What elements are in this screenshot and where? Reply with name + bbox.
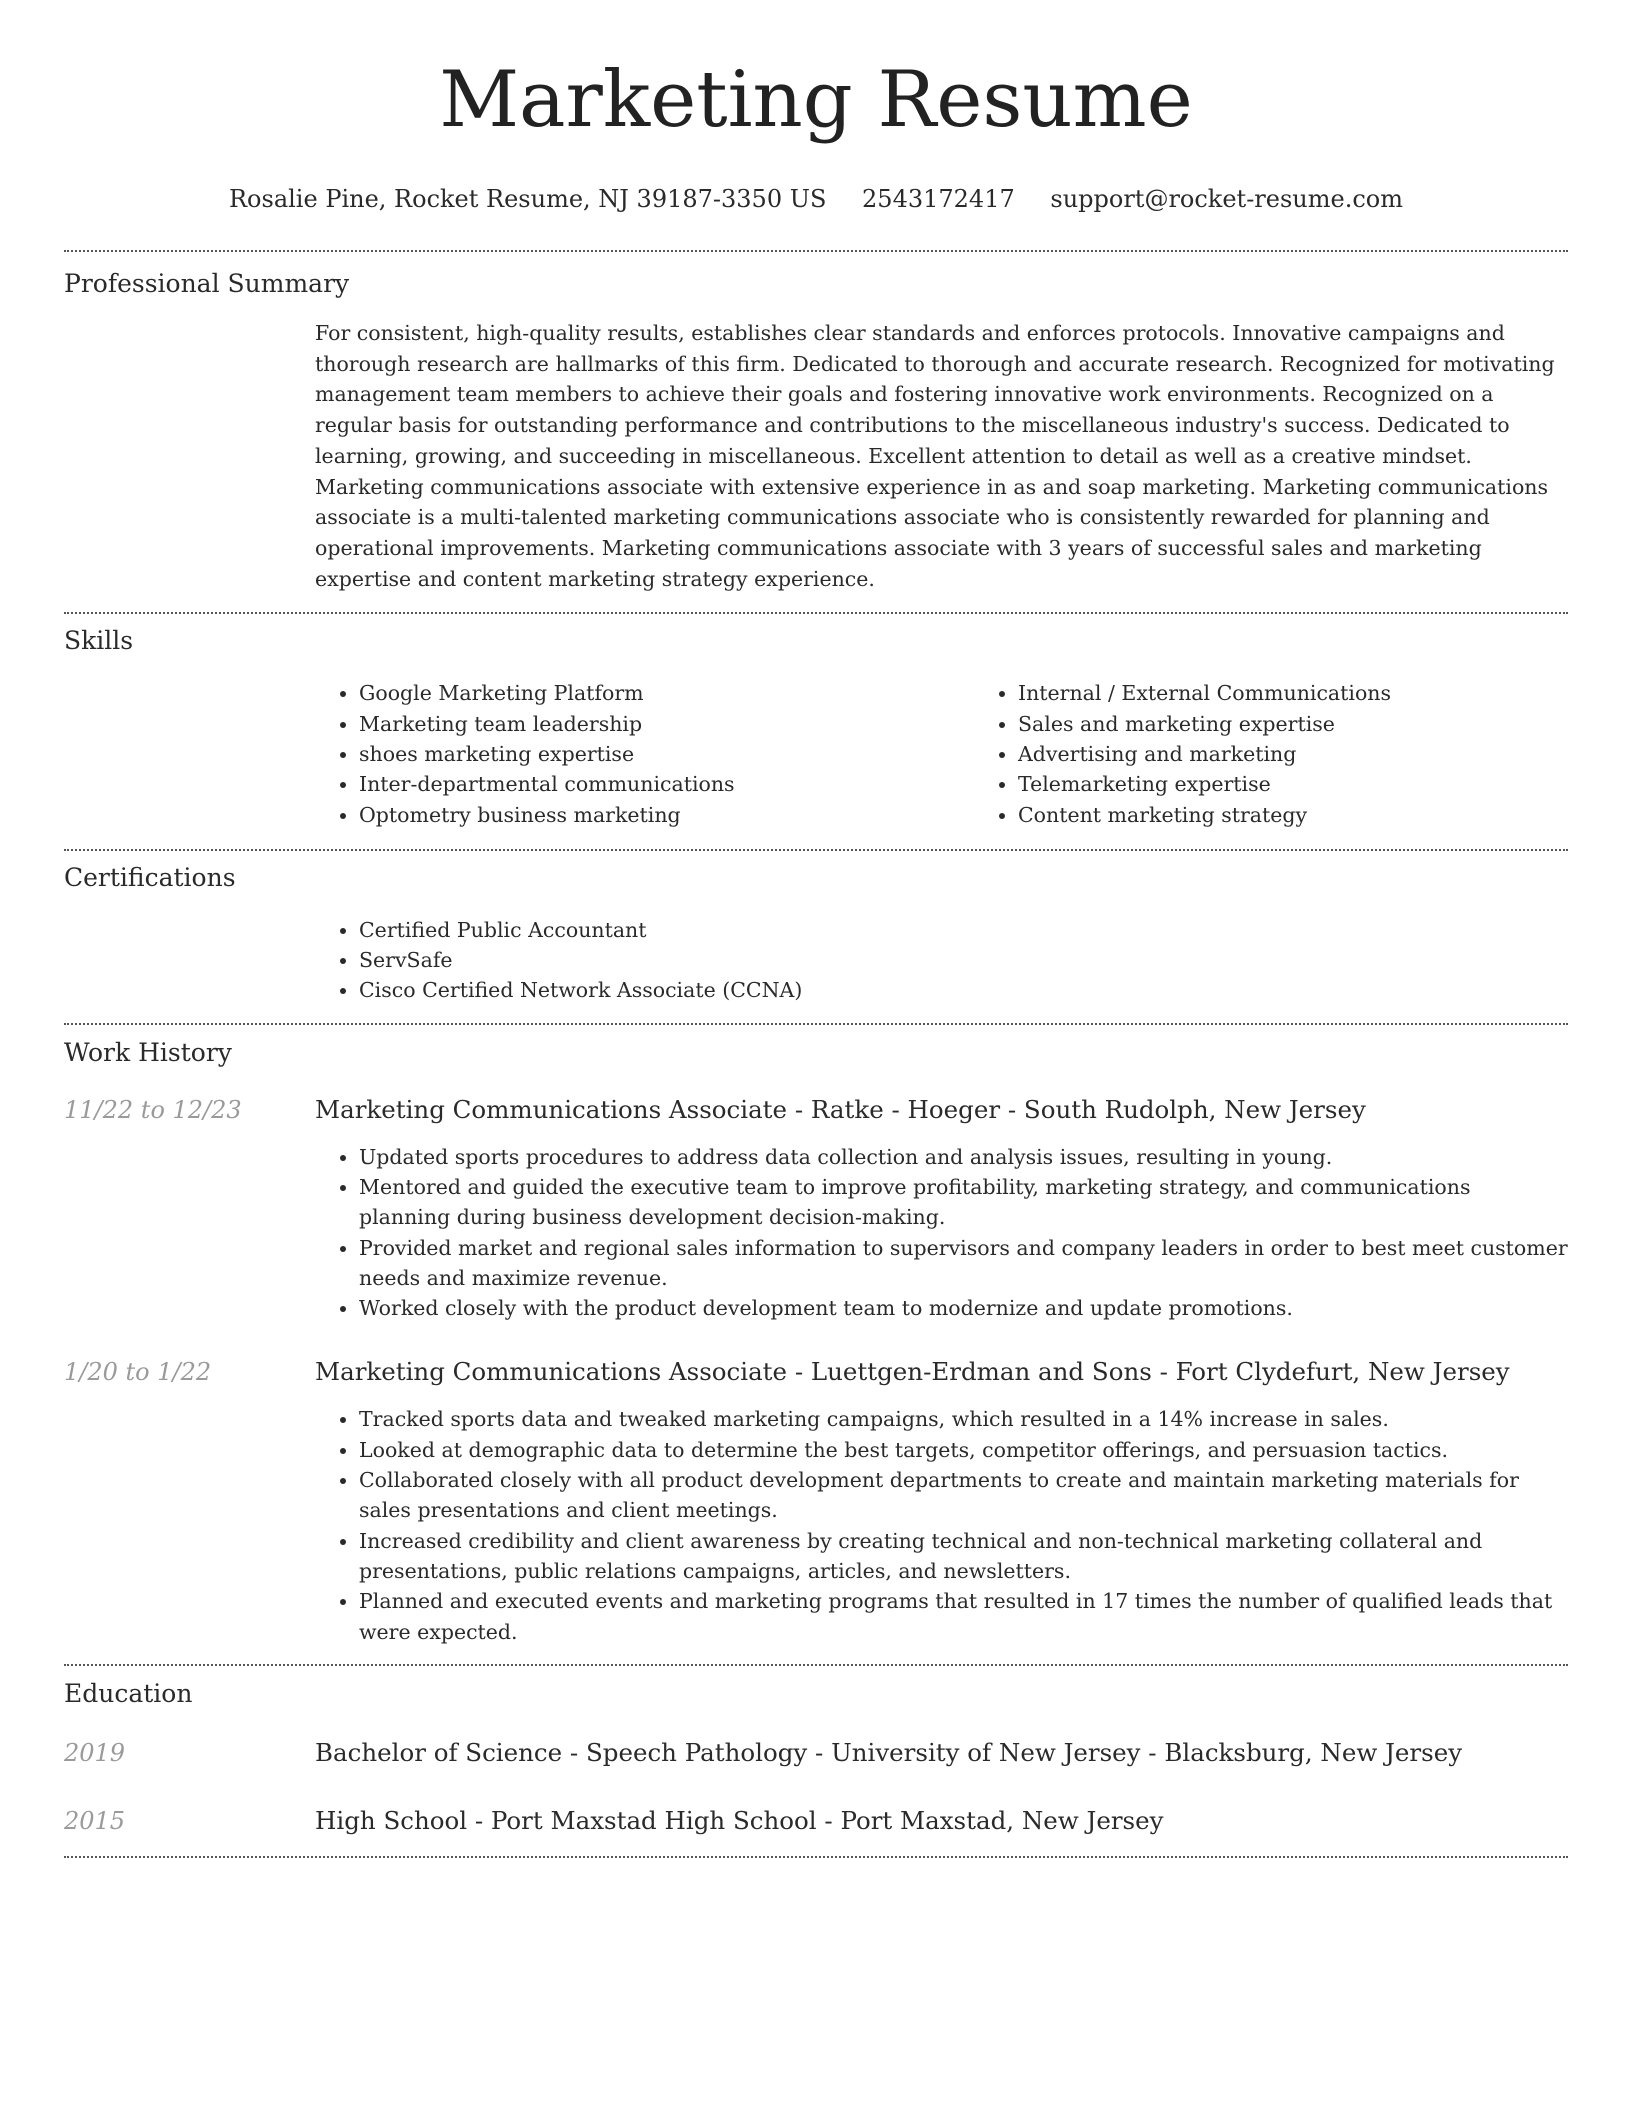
list-item: • Planned and executed events and marketing programs that resulted in 17 times the number of qualified leads that were expected. xyxy=(359,1586,1568,1647)
contact-phone: 2543172417 xyxy=(862,185,1015,213)
list-item: • Marketing team leadership xyxy=(359,709,974,739)
work-history-heading: Work History xyxy=(64,1037,232,1067)
list-item: • Tracked sports data and tweaked marketing campaigns, which resulted in a 14% increase in sales. xyxy=(359,1404,1568,1434)
skills-grid xyxy=(315,678,1632,829)
education-entry xyxy=(64,1736,1568,1770)
education-section xyxy=(64,1666,1568,1838)
education-entry xyxy=(64,1804,1568,1838)
list-item: • Certified Public Accountant xyxy=(359,915,1568,945)
list-item: • Mentored and guided the executive team to improve profitability, marketing strategy, and communications planning during business development decision-making. xyxy=(359,1172,1568,1233)
job-title: Marketing Communications Associate - Luettgen-Erdman and Sons - Fort Clydefurt, New Jersey xyxy=(315,1357,1510,1387)
list-item: • Google Marketing Platform xyxy=(359,678,974,708)
contact-address: Rosalie Pine, Rocket Resume, NJ 39187-3350 US xyxy=(228,185,827,213)
summary-heading: Professional Summary xyxy=(64,269,350,298)
page-title: Marketing Resume xyxy=(439,55,1193,145)
job-bullets xyxy=(315,1404,1568,1646)
summary-text: For consistent, high-quality results, establishes clear standards and enforces protocols. Innovative campaigns and thorough research are hallmarks of this firm. Dedicated to thorough and accurate research. Recognized for motivating management team members to achieve their goals and fostering innovative work environments. Recognized on a regular basis for outstanding performance and contributions to the miscellaneous industry's success. Dedicated to learning, growing, and succeeding in miscellaneous. Excellent attention to detail as well as a creative mindset. Marketing communications associate with extensive experience in as and soap marketing. Marketing communications associate is a multi-talented marketing communications associate who is consistently rewarded for planning and operational improvements. Marketing communications associate with 3 years of successful sales and marketing expertise and content marketing strategy experience. xyxy=(315,321,1555,591)
certifications-heading: Certifications xyxy=(64,862,236,892)
list-item: • Updated sports procedures to address data collection and analysis issues, resulting in young. xyxy=(359,1142,1568,1172)
contact-email: support@rocket-resume.com xyxy=(1050,185,1403,213)
list-item: • Provided market and regional sales information to supervisors and company leaders in order to best meet customer needs and maximize revenue. xyxy=(359,1233,1568,1294)
list-item: • Collaborated closely with all product development departments to create and maintain marketing materials for sales presentations and client meetings. xyxy=(359,1465,1568,1526)
list-item: • Inter-departmental communications xyxy=(359,769,974,799)
work-history-section xyxy=(64,1025,1568,1647)
summary-section xyxy=(64,252,1568,594)
list-item: • Internal / External Communications xyxy=(1018,678,1632,708)
job-entry xyxy=(64,1093,1568,1324)
certifications-list xyxy=(315,915,1568,1006)
job-title: Marketing Communications Associate - Ratke - Hoeger - South Rudolph, New Jersey xyxy=(315,1094,1366,1124)
list-item: • Telemarketing expertise xyxy=(1018,769,1632,799)
skills-list-right xyxy=(974,678,1632,829)
job-bullets xyxy=(315,1142,1568,1324)
list-item: • Advertising and marketing xyxy=(1018,739,1632,769)
contact-line xyxy=(64,182,1568,216)
certifications-section xyxy=(64,851,1568,1006)
education-title: High School - Port Maxstad High School - Port Maxstad, New Jersey xyxy=(315,1805,1164,1835)
list-item: • Increased credibility and client awareness by creating technical and non-technical marketing collateral and presentations, public relations campaigns, articles, and newsletters. xyxy=(359,1526,1568,1587)
list-item: • Looked at demographic data to determine the best targets, competitor offerings, and persuasion tactics. xyxy=(359,1435,1568,1465)
education-heading: Education xyxy=(64,1678,193,1708)
skills-list-left xyxy=(315,678,974,829)
skills-section xyxy=(64,614,1568,829)
list-item: • Worked closely with the product development team to modernize and update promotions. xyxy=(359,1293,1568,1323)
summary-left-spacer xyxy=(64,318,315,594)
job-dates: 1/20 to 1/22 xyxy=(64,1358,212,1387)
section-divider xyxy=(64,1856,1568,1858)
resume-header xyxy=(64,0,1568,216)
list-item: • Sales and marketing expertise xyxy=(1018,709,1632,739)
skills-heading: Skills xyxy=(64,626,134,656)
job-entry xyxy=(64,1355,1568,1646)
list-item: • Content marketing strategy xyxy=(1018,800,1632,830)
list-item: • Cisco Certified Network Associate (CCNA) xyxy=(359,975,1568,1005)
list-item: • shoes marketing expertise xyxy=(359,739,974,769)
education-year: 2015 xyxy=(64,1806,126,1835)
job-dates: 11/22 to 12/23 xyxy=(64,1095,242,1124)
list-item: • ServSafe xyxy=(359,945,1568,975)
education-title: Bachelor of Science - Speech Pathology - University of New Jersey - Blacksburg, New Jersey xyxy=(315,1737,1463,1767)
education-year: 2019 xyxy=(64,1738,126,1767)
list-item: • Optometry business marketing xyxy=(359,800,974,830)
